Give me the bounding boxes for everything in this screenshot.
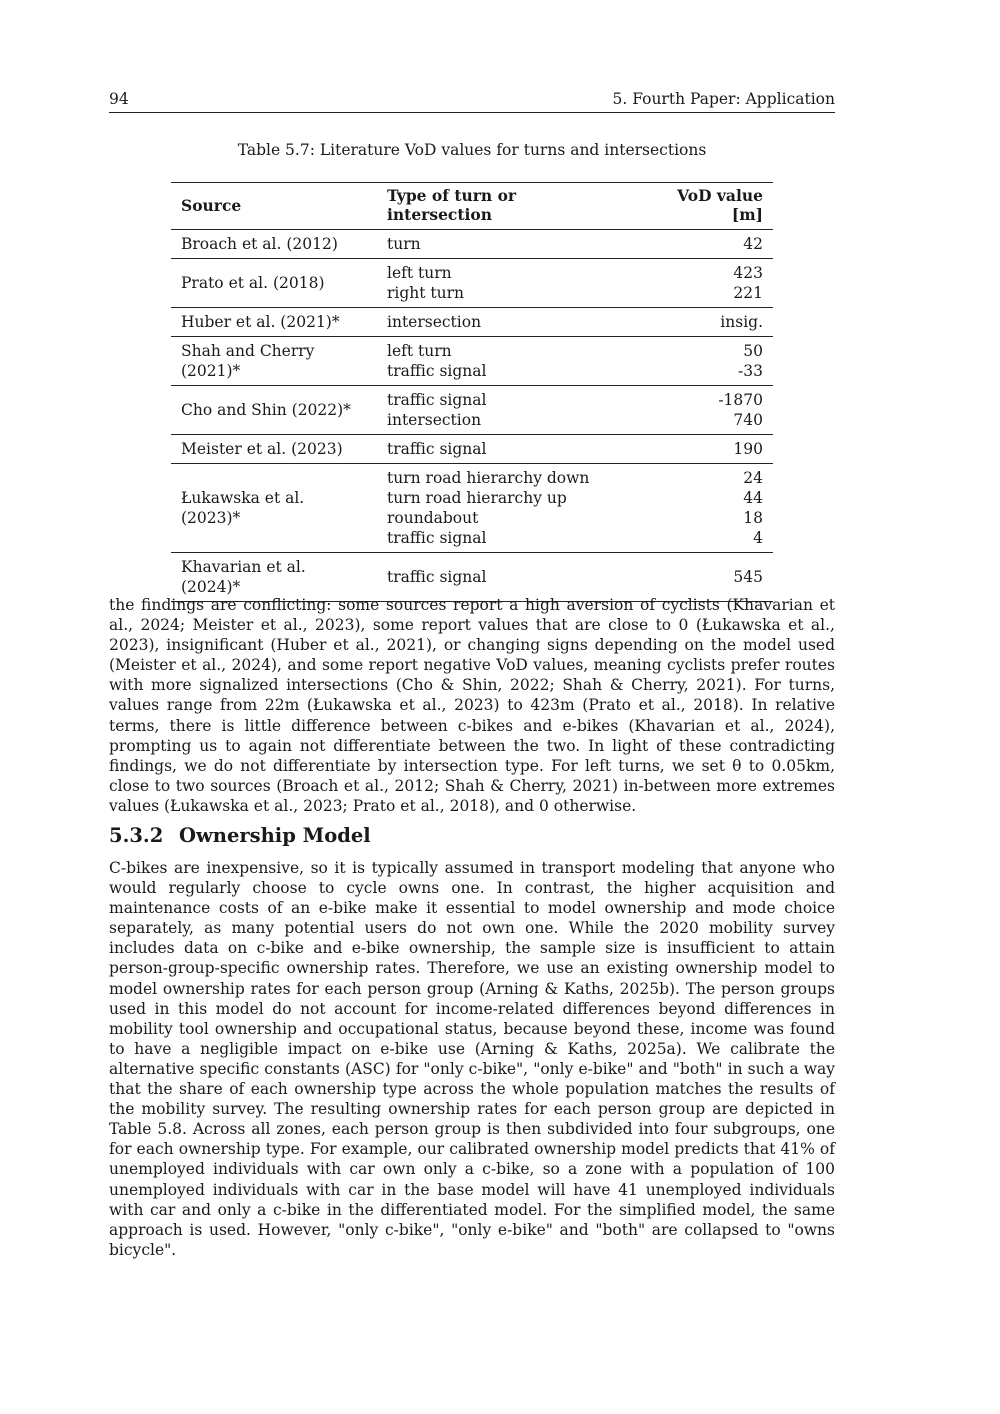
vod-value-text: 18 bbox=[743, 509, 763, 527]
running-header bbox=[109, 90, 835, 113]
cell-source: Prato et al. (2018) bbox=[171, 259, 377, 308]
cell-type bbox=[377, 230, 633, 259]
column-header-type: Type of turn or intersection bbox=[377, 183, 633, 230]
table-header-row bbox=[171, 183, 773, 230]
column-header-value: VoD value [m] bbox=[633, 183, 773, 230]
vod-value-text: 545 bbox=[733, 568, 763, 586]
cell-value bbox=[633, 435, 773, 464]
turn-type-text: traffic signal bbox=[387, 529, 487, 547]
turn-type-text: traffic signal bbox=[387, 440, 487, 458]
turn-type-text: turn bbox=[387, 235, 421, 253]
column-header-source: Source bbox=[171, 183, 377, 230]
cell-type bbox=[377, 308, 633, 337]
turn-type-text: traffic signal bbox=[387, 568, 487, 586]
vod-value-text: 24 bbox=[743, 469, 763, 487]
cell-source: Huber et al. (2021)* bbox=[171, 308, 377, 337]
vod-value-text: 4 bbox=[753, 529, 763, 547]
cell-type bbox=[377, 259, 633, 308]
turn-type-text: traffic signal bbox=[387, 362, 487, 380]
table-row bbox=[171, 464, 773, 553]
turn-type-text: right turn bbox=[387, 284, 465, 302]
cell-type bbox=[377, 464, 633, 553]
turn-type-text: intersection bbox=[387, 313, 482, 331]
turn-type-text: intersection bbox=[387, 411, 482, 429]
table-row bbox=[171, 259, 773, 308]
vod-value-text: 42 bbox=[743, 235, 763, 253]
cell-value bbox=[633, 308, 773, 337]
cell-source: Khavarian et al. (2024)* bbox=[171, 553, 377, 602]
section-heading bbox=[109, 824, 371, 847]
cell-value bbox=[633, 230, 773, 259]
turn-type-text: roundabout bbox=[387, 509, 479, 527]
table-caption: Table 5.7: Literature VoD values for turns and intersections bbox=[237, 141, 707, 159]
turn-type-text: traffic signal bbox=[387, 391, 487, 409]
cell-source: Broach et al. (2012) bbox=[171, 230, 377, 259]
body-paragraph: C-bikes are inexpensive, so it is typically assumed in transport modeling that anyone who would regularly choose to cycle owns one. In contrast, the higher acquisition and maintenance costs of an e-bike make it essential to model ownership and mode choice separately, as many potential users do not own one. While the 2020 mobility survey includes data on c-bike and e-bike ownership, the sample size is insufficient to attain person-group-specific ownership rates. Therefore, we use an existing ownership model to model ownership rates for each person group (Arning & Kaths, 2025b). The person groups used in this model do not account for income-related differences beyond differences in mobility tool ownership and occupational status, because beyond these, income was found to have a negligible impact on e-bike use (Arning & Kaths, 2025a). We calibrate the alternative specific constants (ASC) for "only c-bike", "only e-bike" and "both" in such a way that the share of each ownership type across the whole population matches the results of the mobility survey. The resulting ownership rates for each person group are depicted in Table 5.8. Across all zones, each person group is then subdivided into four subgroups, one for each ownership type. For example, our calibrated ownership model predicts that 41% of unemployed individuals with car own only a c-bike, so a zone with a population of 100 unemployed individuals with car in the base model will have 41 unemployed individuals with car and only a c-bike in the differentiated model. For the simplified model, the same approach is used. However, "only c-bike", "only e-bike" and "both" are collapsed to "owns bicycle". bbox=[109, 859, 835, 1259]
cell-value bbox=[633, 464, 773, 553]
vod-value-text: 190 bbox=[733, 440, 763, 458]
cell-type bbox=[377, 386, 633, 435]
cell-type bbox=[377, 337, 633, 386]
cell-source: Meister et al. (2023) bbox=[171, 435, 377, 464]
section-title: Ownership Model bbox=[179, 824, 371, 847]
turn-type-text: turn road hierarchy down bbox=[387, 469, 590, 487]
vod-value-text: -1870 bbox=[718, 391, 763, 409]
cell-source: Shah and Cherry (2021)* bbox=[171, 337, 377, 386]
literature-vod-table bbox=[171, 182, 773, 602]
vod-value-text: 423 bbox=[733, 264, 763, 282]
table-row bbox=[171, 308, 773, 337]
chapter-title: 5. Fourth Paper: Application bbox=[612, 90, 835, 108]
vod-value-text: 740 bbox=[733, 411, 763, 429]
page-number: 94 bbox=[109, 90, 129, 108]
body-paragraph: the findings are conflicting: some sources report a high aversion of cyclists (Khavarian et al., 2024; Meister et al., 2023), some report values that are close to 0 (Łukawska et al., 2023), insignificant (Huber et al., 2021), or changing signs depending on the model used (Meister et al., 2024), and some report negative VoD values, meaning cyclists prefer routes with more signalized intersections (Cho & Shin, 2022; Shah & Cherry, 2021). For turns, values range from 22m (Łukawska et al., 2023) to 423m (Prato et al., 2018). In relative terms, there is little difference between c-bikes and e-bikes (Khavarian et al., 2024), prompting us to again not differentiate between the two. In light of these contradicting findings, we do not differentiate by intersection type. For left turns, we set θ to 0.05km, close to two sources (Broach et al., 2012; Shah & Cherry, 2021) in-between more extremes values (Łukawska et al., 2023; Prato et al., 2018), and 0 otherwise. bbox=[109, 596, 835, 815]
cell-value bbox=[633, 259, 773, 308]
vod-value-text: -33 bbox=[738, 362, 763, 380]
turn-type-text: left turn bbox=[387, 264, 452, 282]
table-row bbox=[171, 435, 773, 464]
cell-source: Cho and Shin (2022)* bbox=[171, 386, 377, 435]
section-number: 5.3.2 bbox=[109, 824, 164, 847]
vod-value-text: 44 bbox=[743, 489, 763, 507]
turn-type-text: turn road hierarchy up bbox=[387, 489, 567, 507]
vod-value-text: 50 bbox=[743, 342, 763, 360]
table-row bbox=[171, 337, 773, 386]
vod-value-text: 221 bbox=[733, 284, 763, 302]
table-body bbox=[171, 230, 773, 602]
cell-type bbox=[377, 435, 633, 464]
cell-source: Łukawska et al. (2023)* bbox=[171, 464, 377, 553]
cell-value bbox=[633, 337, 773, 386]
table-row bbox=[171, 386, 773, 435]
turn-type-text: left turn bbox=[387, 342, 452, 360]
table-row bbox=[171, 230, 773, 259]
cell-value bbox=[633, 386, 773, 435]
vod-value-text: insig. bbox=[720, 313, 763, 331]
